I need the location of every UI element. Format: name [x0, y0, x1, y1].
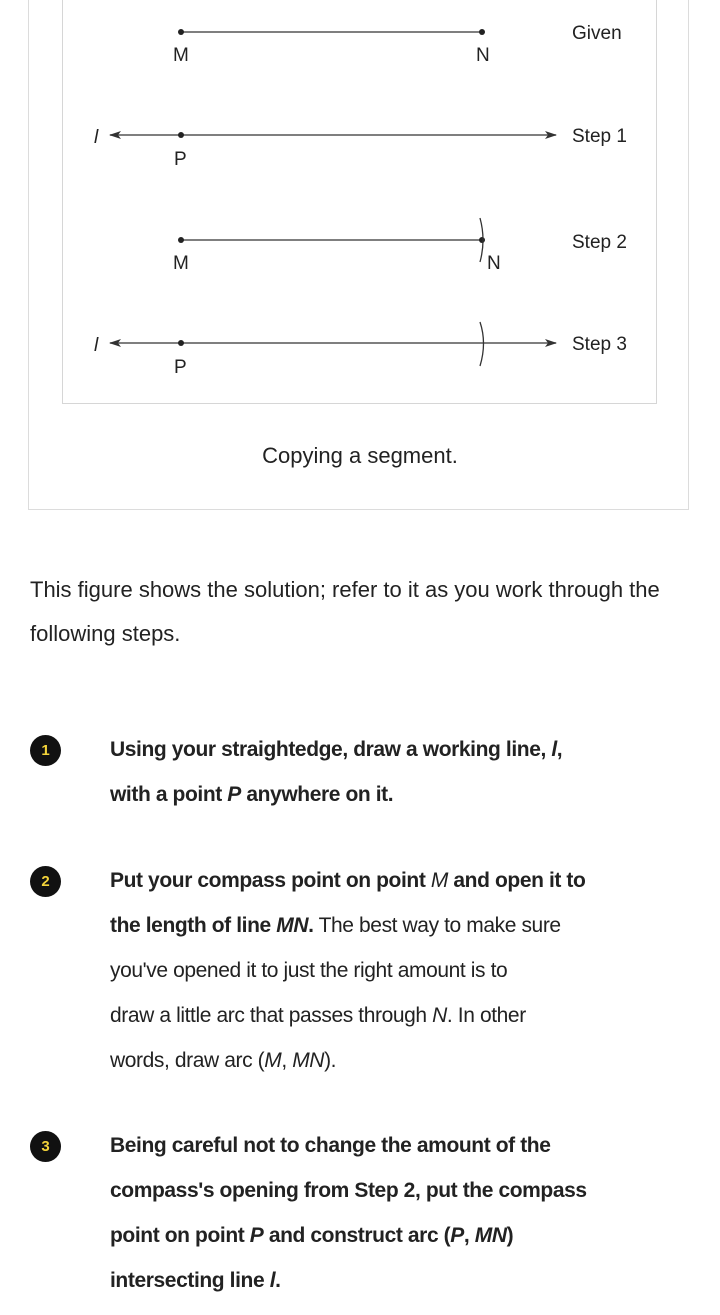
text-run: . — [308, 914, 314, 937]
point-p-dot — [178, 340, 184, 346]
step-number-badge: 1 — [30, 735, 61, 766]
text-run: MN — [292, 1049, 325, 1072]
step-text-line — [110, 1258, 710, 1303]
point-p-dot — [178, 132, 184, 138]
step-text-line — [110, 1038, 710, 1083]
step-number-badge: 2 — [30, 866, 61, 897]
text-run: P — [450, 1224, 464, 1247]
step-text — [110, 1123, 710, 1303]
text-run: ) — [506, 1224, 514, 1247]
text-run: . — [275, 1269, 281, 1292]
point-p-label: P — [174, 357, 187, 378]
step-text-line — [110, 858, 710, 903]
text-run: Put your compass point on point — [110, 869, 431, 892]
step-text — [110, 727, 710, 817]
text-run: point on point — [110, 1224, 250, 1247]
line-l-label: l — [94, 335, 99, 356]
point-m-label: M — [173, 253, 189, 274]
point-m-dot — [178, 29, 184, 35]
step-number-badge: 3 — [30, 1131, 61, 1162]
step-text-line — [110, 772, 710, 817]
text-run: Using your straightedge, draw a working line, — [110, 738, 552, 761]
text-run: intersecting line — [110, 1269, 270, 1292]
step-text — [110, 858, 710, 1083]
step-text-line — [110, 1123, 710, 1168]
text-run: N — [432, 1004, 447, 1027]
point-m-label: M — [173, 45, 189, 66]
figure-caption: Copying a segment. — [262, 443, 458, 468]
text-run: M — [264, 1049, 282, 1072]
text-run: , — [281, 1049, 293, 1072]
point-m-dot — [178, 237, 184, 243]
row-label-given: Given — [572, 23, 622, 44]
text-run: P — [227, 783, 241, 806]
text-run: the length of line — [110, 914, 277, 937]
point-n-dot — [479, 237, 485, 243]
compass-arc — [480, 322, 484, 366]
text-run: . In other — [446, 1004, 526, 1027]
row-label-step2: Step 2 — [572, 232, 627, 253]
text-run: compass's opening from Step 2, put the compass — [110, 1179, 587, 1202]
text-run: words, draw arc ( — [110, 1049, 265, 1072]
text-run: The best way to make sure — [313, 914, 561, 937]
point-n-label: N — [487, 253, 501, 274]
point-n-dot — [479, 29, 485, 35]
point-n-label: N — [476, 45, 490, 66]
step-text-line — [110, 903, 710, 948]
row-label-step1: Step 1 — [572, 126, 627, 147]
text-run: you've opened it to just the right amount is to — [110, 959, 508, 982]
text-run: and construct arc ( — [263, 1224, 451, 1247]
text-run: , — [463, 1224, 475, 1247]
text-run: with a point — [110, 783, 228, 806]
text-run: and open it to — [447, 869, 586, 892]
step-text-line — [110, 993, 710, 1038]
text-run: l — [551, 738, 557, 761]
text-run: ). — [324, 1049, 337, 1072]
text-run: M — [430, 869, 448, 892]
text-run: draw a little arc that passes through — [110, 1004, 433, 1027]
step-text-line — [110, 1168, 710, 1213]
step-text-line — [110, 727, 710, 772]
segment-copy-diagram — [0, 0, 720, 410]
step-text-line — [110, 1213, 710, 1258]
line-l-label: l — [94, 127, 99, 148]
intro-paragraph: This figure shows the solution; refer to it as you work through the following steps. — [30, 577, 660, 646]
text-run: P — [249, 1224, 264, 1247]
text-run: , — [556, 738, 563, 761]
text-run: Being careful not to change the amount of the — [110, 1134, 551, 1157]
point-p-label: P — [174, 149, 187, 170]
text-run: anywhere on it. — [240, 783, 394, 806]
step-text-line — [110, 948, 710, 993]
text-run: l — [269, 1269, 276, 1292]
row-label-step3: Step 3 — [572, 334, 627, 355]
text-run: MN — [474, 1224, 507, 1247]
text-run: MN — [276, 914, 309, 937]
